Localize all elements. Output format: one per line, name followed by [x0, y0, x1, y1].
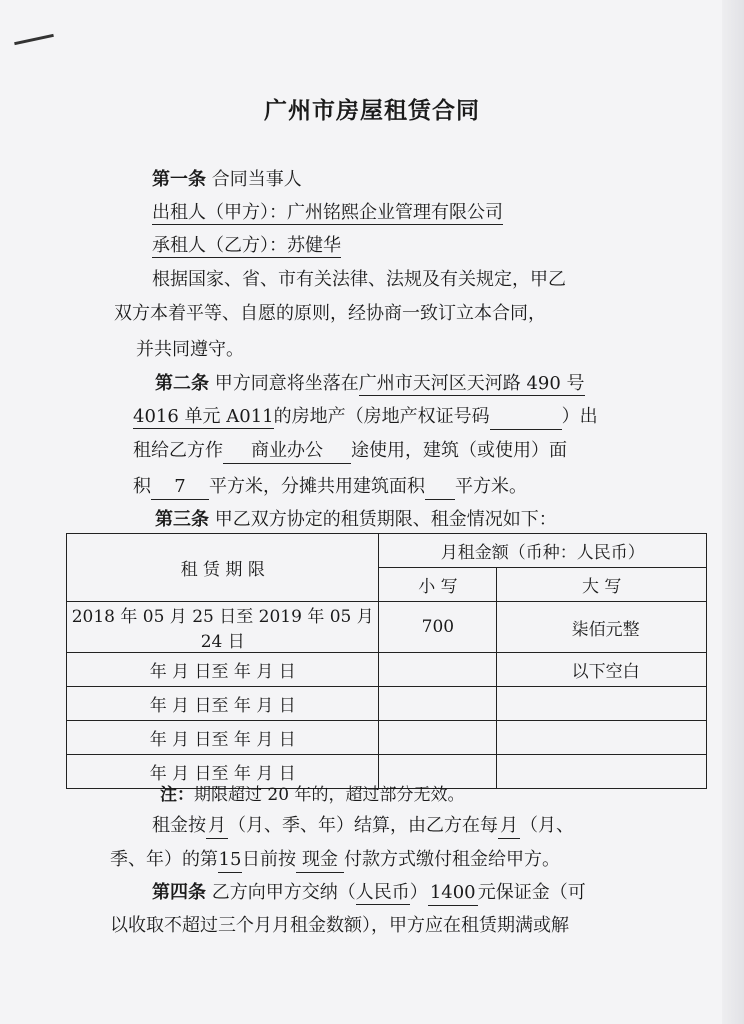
article4-line2: 以收取不超过三个月月租金数额），甲方应在租赁期满或解 [110, 915, 569, 936]
article2-text-c: ）出 [561, 406, 598, 427]
pay-day: 15 [218, 848, 242, 873]
article1-text: 合同当事人 [211, 169, 302, 190]
deposit-amount: 1400 [428, 881, 478, 906]
row-small [379, 687, 497, 721]
pen-mark [14, 34, 54, 45]
article4-line1 [152, 881, 586, 906]
row-small [379, 721, 497, 755]
article2-line1 [155, 372, 585, 396]
rent-table [66, 533, 707, 789]
pay-method: 现金 [296, 848, 344, 873]
landlord-line [152, 201, 503, 225]
header-small: 小 写 [379, 568, 497, 602]
pay-text-e: 日前按 [242, 849, 296, 870]
article2-text-h: 平方米。 [455, 476, 527, 497]
deposit-currency: 人民币 [355, 882, 410, 903]
article4-heading: 第四条 [152, 882, 206, 903]
pay-cycle-1: 月 [206, 814, 228, 839]
shared-area-blank [425, 475, 455, 500]
row-small [379, 653, 497, 687]
article1-para-line3: 并共同遵守。 [136, 339, 244, 360]
article2-text-d: 租给乙方作 [133, 440, 223, 461]
row-period: 年 月 日至 年 月 日 [67, 755, 379, 789]
note-label: 注： [160, 785, 194, 805]
area-value: 7 [151, 475, 209, 500]
tenant-label: 承租人（乙方）： [152, 235, 287, 256]
header-big: 大 写 [497, 568, 707, 602]
row-small: 700 [379, 602, 497, 653]
article2-text-f: 积 [133, 476, 151, 497]
article2-text-e: 途使用，建筑（或使用）面 [351, 440, 567, 461]
header-period: 租 赁 期 限 [67, 534, 379, 602]
note-text: 期限超过 20 年的，超过部分无效。 [194, 785, 465, 805]
article3-line [155, 508, 557, 532]
page-edge-shadow [722, 0, 744, 1024]
table-row [67, 687, 707, 721]
pay-cycle-2: 月 [498, 814, 520, 839]
property-address-1: 广州市天河区天河路 490 号 [358, 373, 585, 394]
article1-para-line1: 根据国家、省、市有关法律、法规及有关规定，甲乙 [152, 269, 566, 290]
row-big: 柒佰元整 [497, 602, 707, 653]
row-period: 年 月 日至 年 月 日 [67, 687, 379, 721]
row-big [497, 755, 707, 789]
table-row [67, 602, 707, 653]
landlord-label: 出租人（甲方）： [152, 202, 287, 223]
document-title: 广州市房屋租赁合同 [264, 97, 480, 124]
article1-heading: 第一条 [152, 169, 206, 190]
row-period: 2018 年 05 月 25 日至 2019 年 05 月 24 日 [67, 602, 379, 653]
pay-text-b: （月、季、年）结算，由乙方在每 [228, 815, 498, 836]
article2-line2 [133, 405, 598, 430]
pay-text-f: 付款方式缴付租金给甲方。 [344, 849, 560, 870]
row-big: 以下空白 [497, 653, 707, 687]
cert-number-blank [490, 405, 562, 430]
table-note [160, 780, 464, 805]
article2-heading: 第二条 [155, 373, 209, 394]
tenant-name: 苏健华 [287, 235, 341, 256]
article3-heading: 第三条 [155, 509, 209, 530]
pay-text-c: （月、 [520, 815, 574, 836]
table-row [67, 653, 707, 687]
usage-value: 商业办公 [223, 439, 351, 464]
article1-line [152, 168, 302, 192]
property-address-2: 4016 单元 A011 [133, 406, 274, 427]
article3-text: 甲乙双方协定的租赁期限、租金情况如下： [214, 509, 557, 530]
article1-para-line2: 双方本着平等、自愿的原则，经协商一致订立本合同， [114, 303, 546, 324]
pay-text-d: 季、年）的第 [110, 849, 218, 870]
row-big [497, 721, 707, 755]
row-big [497, 687, 707, 721]
landlord-name: 广州铭熙企业管理有限公司 [287, 202, 503, 223]
row-period: 年 月 日至 年 月 日 [67, 721, 379, 755]
row-period: 年 月 日至 年 月 日 [67, 653, 379, 687]
article2-line3 [133, 439, 567, 464]
payment-line2 [110, 848, 560, 873]
article2-line4 [133, 475, 527, 500]
article2-text-a: 甲方同意将坐落在 [214, 373, 359, 394]
payment-line1 [152, 814, 574, 839]
tenant-line [152, 234, 341, 258]
pay-text-a: 租金按 [152, 815, 206, 836]
article4-text-a: 乙方向甲方交纳（ [211, 882, 356, 903]
table-row [67, 721, 707, 755]
header-monthly-rent: 月租金额（币种：人民币） [379, 534, 707, 568]
article2-text-g: 平方米，分摊共用建筑面积 [209, 476, 425, 497]
article4-text-c: 元保证金（可 [477, 882, 586, 903]
article4-text-b: ） [409, 882, 428, 903]
article2-text-b: 的房地产（房地产权证号码 [273, 406, 490, 427]
